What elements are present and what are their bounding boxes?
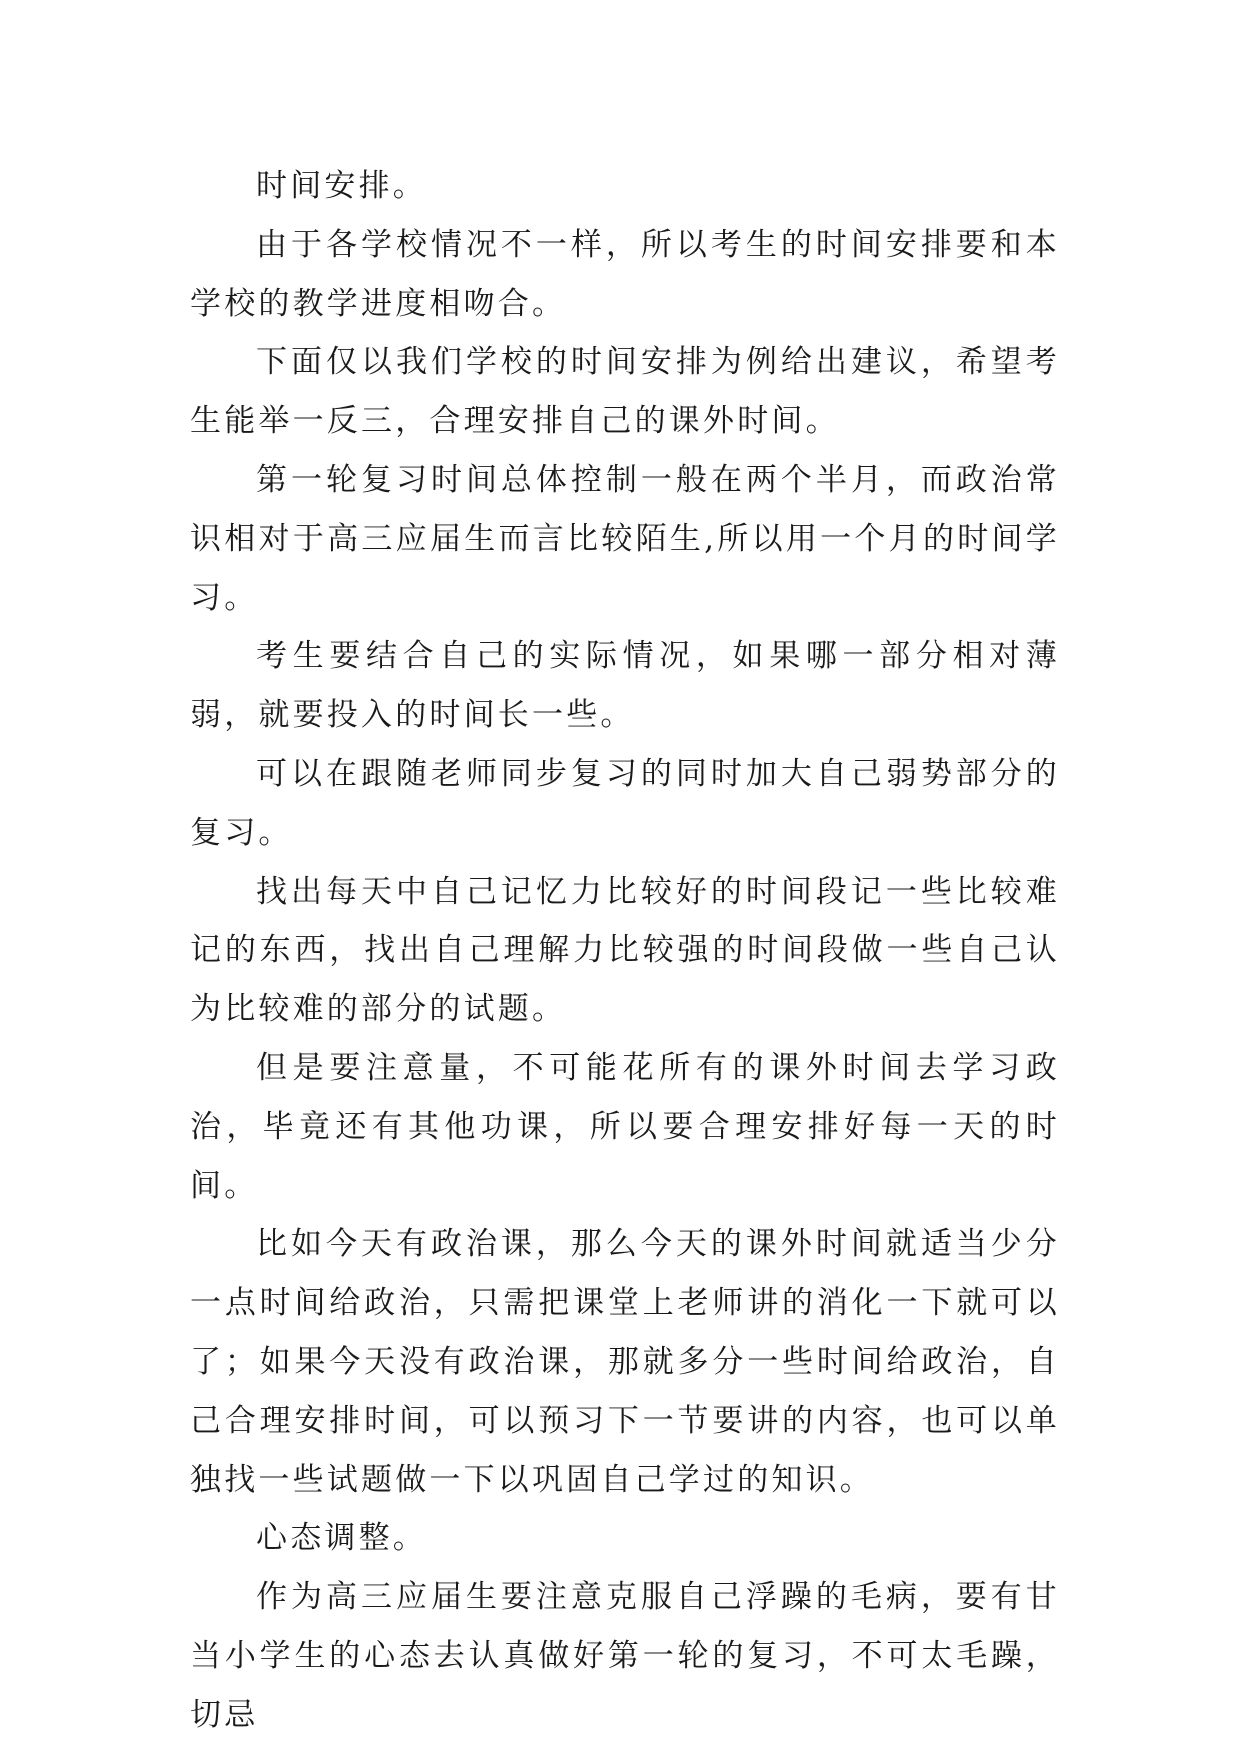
paragraph: 可以在跟随老师同步复习的同时加大自己弱势部分的复习。 <box>190 755 1060 851</box>
paragraph: 作为高三应届生要注意克服自己浮躁的毛病，要有甘当小学生的心态去认真做好第一轮的复习，不可太毛躁，切忌 <box>190 1579 1060 1733</box>
paragraph: 由于各学校情况不一样，所以考生的时间安排要和本学校的教学进度相吻合。 <box>190 226 1060 322</box>
paragraph-time-arrangement-heading: 时间安排。 <box>256 168 427 204</box>
paragraph-mindset-heading: 心态调整。 <box>256 1520 427 1557</box>
paragraph: 下面仅以我们学校的时间安排为例给出建议，希望考生能举一反三，合理安排自己的课外时间。 <box>190 344 1060 440</box>
paragraph: 第一轮复习时间总体控制一般在两个半月，而政治常识相对于高三应届生而言比较陌生,所以用一个月的时间学习。 <box>190 461 1060 616</box>
paragraph: 考生要结合自己的实际情况，如果哪一部分相对薄弱，就要投入的时间长一些。 <box>190 638 1060 734</box>
paragraph: 但是要注意量，不可能花所有的课外时间去学习政治，毕竟还有其他功课，所以要合理安排好每一天的时间。 <box>190 1049 1060 1204</box>
paragraph: 比如今天有政治课，那么今天的课外时间就适当少分一点时间给政治，只需把课堂上老师讲的消化一下就可以了；如果今天没有政治课，那就多分一些时间给政治，自己合理安排时间，可以预习下一节要讲的内容，也可以单独找一些试题做一下以巩固自己学过的知识。 <box>190 1226 1060 1498</box>
document-body <box>190 157 1060 1745</box>
paragraph: 找出每天中自己记忆力比较好的时间段记一些比较难记的东西，找出自己理解力比较强的时间段做一些自己认为比较难的部分的试题。 <box>190 873 1060 1028</box>
